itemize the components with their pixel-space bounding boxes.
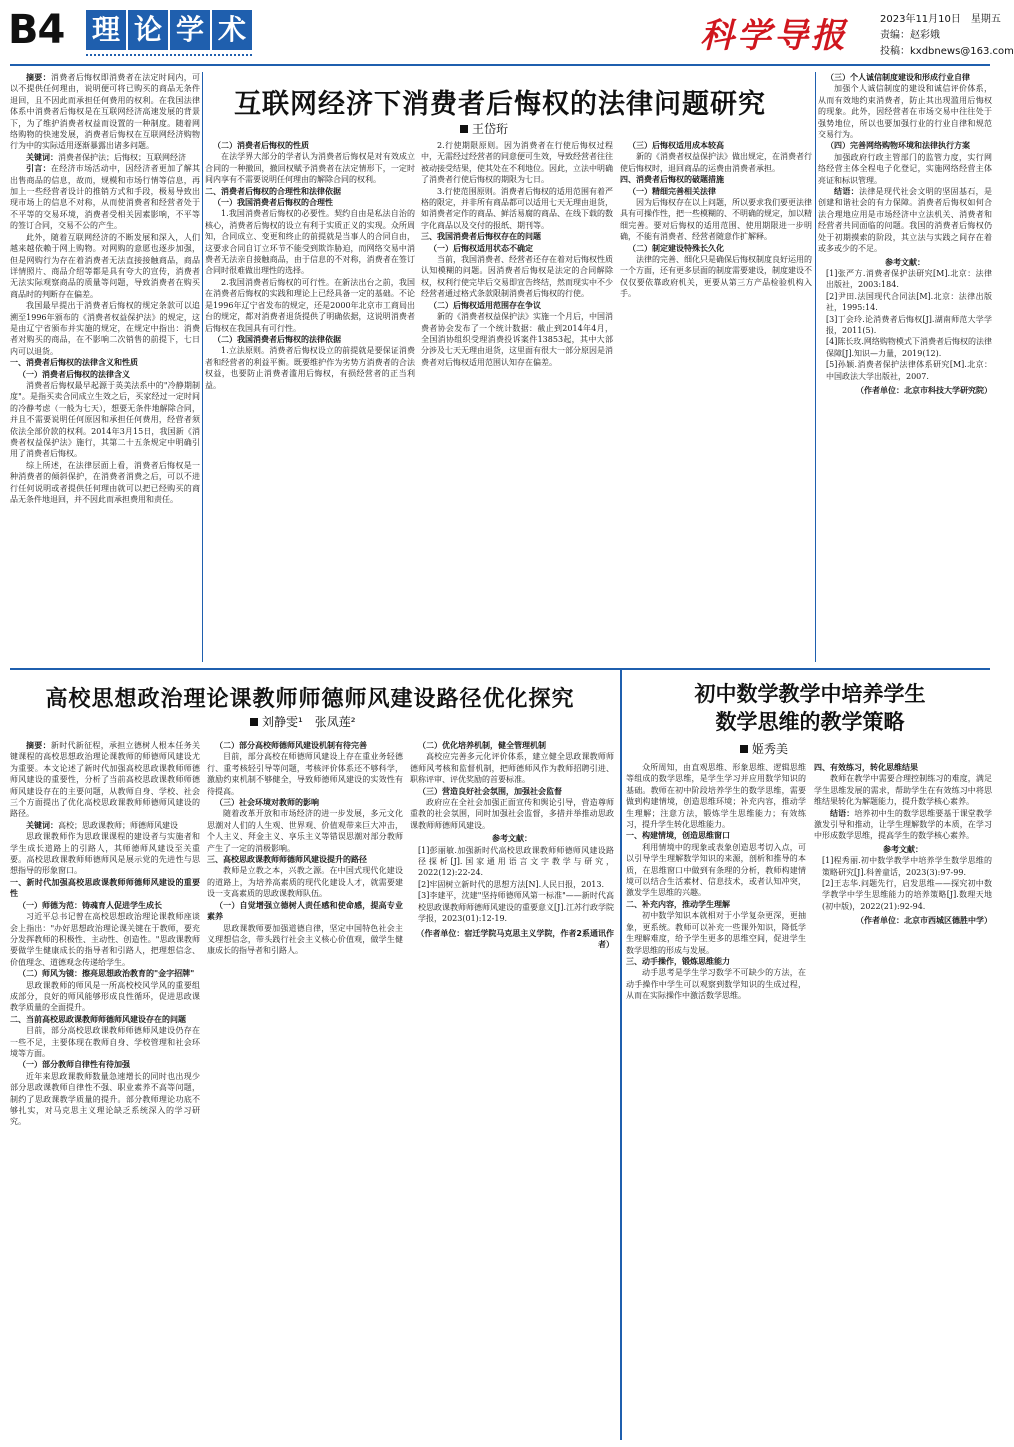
article-divider-vertical — [620, 670, 622, 1440]
article-1-column-3 — [421, 140, 613, 662]
section-heading: 四、消费者后悔权的破题措施 — [620, 175, 724, 185]
references-heading: 参考文献： — [885, 257, 925, 267]
section-title-char: 学 — [170, 10, 210, 50]
subsection-heading: （一）后悔权适用状态不确定 — [429, 243, 533, 253]
issue-meta — [880, 12, 1014, 60]
article-3-title — [630, 680, 990, 736]
reference-item: [3]丁会玲.论消费者后悔权[J].湖南师范大学学报，2011(5). — [826, 314, 992, 335]
subsection-heading: （二）制定建设特殊长久化 — [628, 243, 724, 253]
paragraph: 2.行使期限原则。因为消费者在行使后悔权过程中，无需经过经营者的同意便可生效，导致经营者往往被动接受结果，使其处在不利地位。因此，立法中明确了消费者行使后悔权的期限为七日。 — [421, 141, 613, 185]
article-2-author — [250, 713, 356, 730]
paragraph: 思政课教师要加强道德自律，坚定中国特色社会主义理想信念，带头践行社会主义核心价值观，做学生健康成长的指导者和引路人。 — [207, 923, 403, 956]
article-3-column-1 — [626, 762, 806, 1440]
section-title-char: 论 — [128, 10, 168, 50]
paragraph: 3.行使范围原则。消费者后悔权的适用范围有着严格的限定，并非所有商品都可以适用七天无理由退货，如消费者定作的商品、鲜活易腐的商品、在线下载的数字化商品以及交付的报纸、期刊等。 — [421, 186, 613, 230]
paragraph: 习近平总书记曾在高校思想政治理论课教师座谈会上指出："办好思想政治理论课关键在于教师，要充分发挥教师的积极性、主动性、创造性。"思政课教师要做学生健康成长的指导者和引路人，把理想信念、价值理念、道德观念传递给学生。 — [10, 912, 200, 967]
reference-item: [3]李建平，沈建"坚持师德师风第一标准"——新时代高校思政课教师师德师风建设的重要意义[J].江苏行政学院学报，2023(01):12-19. — [418, 891, 614, 924]
paragraph: 加强政府行政主管部门的监管力度，实行网络经营主体全程电子化登记，实施网络经营主体亮证和标识管理。 — [818, 152, 992, 185]
reference-item: [5]孙颖.消费者保护法律体系研究[M].北京：中国政法大学出版社，2007. — [826, 360, 992, 381]
subsection-heading: （一）部分教师自律性有待加强 — [18, 1060, 130, 1070]
references-heading: 参考文献： — [883, 844, 923, 854]
article-3-title-line: 数学思维的教学策略 — [715, 710, 905, 734]
subsection-heading: （四）完善网络购物环境和法律执行方案 — [826, 141, 970, 151]
page-number: B4 — [8, 7, 65, 53]
issue-date: 2023年11月10日 星期五 — [880, 14, 1001, 25]
subsection-heading: （三）社会环境对教师的影响 — [215, 798, 319, 808]
section-heading: 三、我国消费者后悔权存在的问题 — [421, 232, 541, 242]
subsection-heading: （二）我国消费者后悔权的法律依据 — [213, 334, 341, 344]
paragraph: 思政课教师的师风是一所高校校风学风的重要组成部分，良好的师风能够形成良性循环，促进思政课教学质量的全面提升。 — [10, 980, 200, 1013]
paragraph: 在法学界大部分的学者认为消费者后悔权是对有效成立合同的一种撤回，撤回权赋予消费者在法定情形下，一定时间内享有不需要说明任何理由的解除合同的权利。 — [205, 152, 415, 185]
subsection-heading: （一）精细完善相关法律 — [628, 186, 716, 196]
author-affiliation: （作者单位：北京市西城区德胜中学） — [856, 916, 992, 926]
reference-item: [1]彭丽敏.加强新时代高校思政课教师师德师风建设路径探析[J].国家通用语言文字教学与研究，2022(12):22-24. — [418, 845, 614, 878]
reference-item: [1]张严方.消费者保护法研究[M].北京：法律出版社，2003:184. — [826, 268, 992, 290]
paragraph: 教师在教学中需要合理控制练习的难度，满足学生思维发展的需求，帮助学生在有效练习中将思维结果转化为解题能力，提升数学核心素养。 — [814, 774, 992, 807]
paragraph: 新的《消费者权益保护法》做出规定，在消费者行使后悔权时，退回商品的运费由消费者承担。 — [620, 152, 812, 173]
paragraph: 2.我国消费者后悔权的可行性。在新法出台之前，我国在消费者后悔权的实践和理论上已经具备一定的基础。不论是1996年辽宁省发布的规定，还是2000年北京市工商局出台的规定，都对消费者退货提供了明确依据，这说明消费者后悔权在我国具有可行性。 — [205, 277, 415, 333]
reference-item: [4]陈长玫.网络购物模式下消费者后悔权的法律保障[J].知识—力量，2019(12). — [826, 337, 992, 358]
paragraph: 随着改革开放和市场经济的进一步发展，多元文化思潮对人们的人生观、世界观、价值观带来巨大冲击，个人主义、拜金主义、享乐主义等错误思潮对部分教师产生了一定的消极影响。 — [207, 809, 403, 853]
paragraph: 思政课教师作为思政课课程的建设者与实施者和学生成长道路上的引路人，其师德师风建设至关重要。高校思政课教师师德师风是展示党的先进性与思想指导的形象窗口。 — [10, 832, 200, 876]
paragraph: 目前，部分高校在师德师风建设上存在重业务轻德行、重考核轻引导等问题，考核评价体系还不够科学，激励约束机制不够健全，导致师德师风建设的实效性有待提高。 — [207, 752, 403, 796]
column-divider — [202, 72, 203, 662]
section-dotted-rule — [86, 54, 252, 56]
conclusion: 结语：法律是现代社会文明的坚固基石，是创建和谐社会的有力保障。消费者后悔权如何合法合理地应用是市场经济中立法机关、消费者和经营者共同面临的问题。我国的消费者后悔权仍处于初期摸索的阶段，其立法与实践之间存在着或多或少的不足。 — [818, 186, 992, 254]
section-title-char: 术 — [212, 10, 252, 50]
newspaper-masthead: 科学导报 — [700, 16, 848, 56]
section-heading: 二、补充内容，推动学生理解 — [626, 899, 730, 909]
paragraph: 综上所述，在法律层面上看，消费者后悔权是一种消费者的倾斜保护，在消费者消费之后，可以不进行任何说明或者提供任何理由就可以把已经购买的商品无条件地退回，并不因此而承担费用和责任。 — [10, 460, 200, 505]
subsection-heading: （二）部分高校师德师风建设机制有待完善 — [215, 741, 367, 750]
article-3-column-2 — [814, 762, 992, 1440]
reference-item: [2]尹田.法国现代合同法[M].北京：法律出版社，1995:14. — [826, 291, 992, 313]
author-square-icon — [740, 745, 748, 753]
header-rule — [10, 64, 990, 66]
references-heading: 参考文献： — [492, 834, 532, 844]
paragraph: 1.我国消费者后悔权的必要性。契约自由是私法自治的核心，消费者后悔权的设立有利于实质正义的实现。众所周知，合同成立、变更和终止的前提就是当事人的合同自由，这要求合同自订立环节不能受到欺诈胁迫，而网络交易中消费者无法亲自接触商品，由于信息的不对称，消费者在签订合同时很难做出理性的选择。 — [205, 209, 415, 276]
article-2-title: 高校思想政治理论课教师师德师风建设路径优化探究 — [45, 687, 575, 712]
paragraph: 众所周知，由直观思维、形象思维、逻辑思维等组成的数学思维，是学生学习并应用数学知识的基础。教师在初中阶段培养学生的数学思维，需要做到构建情境，创造思维环境；补充内容，推动学生理解；注意方法，锻炼学生思维能力；有效练习，提升学生转化思维能力。 — [626, 763, 806, 830]
reference-item: [2]牢固树立新时代的思想方法[N].人民日报，2013. — [418, 879, 605, 889]
paragraph: 法律的完善、细化只是确保后悔权制度良好运用的一个方面，还有更多层面的制度需要建设，制度建设不仅仅要依靠政府机关，更要从第三方产品检验机构入手。 — [620, 255, 812, 299]
paragraph: 加强个人诚信制度的建设和诚信评价体系，从而有效地约束消费者，防止其出现滥用后悔权的现象。此外，因经营者在市场交易中往往处于强势地位，所以也要加强行业的行业自律和规范交易行为。 — [818, 84, 992, 140]
section-heading: 二、当前高校思政课教师师德师风建设存在的问题 — [10, 1014, 186, 1024]
keywords: 关键词：消费者保护法；后悔权；互联网经济 — [26, 152, 186, 162]
section-heading: 二、消费者后悔权的合理性和法律依据 — [205, 186, 341, 196]
article-1-author — [460, 120, 508, 137]
paragraph: 新的《消费者权益保护法》实施一个月后，中国消费者协会发布了一个统计数据：截止到2014年4月，全国消协组织受理消费投诉案件13853起，其中大部分涉及七天无理由退货，这里面有很大一部分原因是消费者对后悔权适用范围认知存在偏差。 — [421, 312, 613, 367]
subsection-heading: （三）后悔权适用成本较高 — [628, 141, 724, 150]
subsection-heading: （一）自觉增强立德树人责任感和使命感，提高专业素养 — [207, 900, 403, 922]
paragraph: 政府应在全社会加强正面宣传和舆论引导，营造尊师重教的社会氛围，同时加强社会监督，多措并举推动思政课教师师德师风建设。 — [410, 798, 614, 830]
article-2-column-3 — [410, 740, 614, 1440]
article-1-column-1 — [10, 72, 200, 662]
author-square-icon — [460, 125, 468, 133]
section-title-char: 理 — [86, 10, 126, 50]
paragraph: 近年来思政课教师数量急速增长的同时也出现少部分思政课教师自律性不强、职业素养不高等问题，制约了思政课教学质量的提升。部分教师理论功底不够扎实，对马克思主义理论缺乏系统深入的学习研究。 — [10, 1071, 200, 1127]
reference-item: [1]程秀丽.初中数学教学中培养学生数学思维的策略研究[J].科普童话，2023(3):97-99. — [822, 856, 992, 877]
article-2-column-2 — [207, 740, 403, 1440]
conclusion: 结语：培养初中生的数学思维要基于课堂教学激发引导和推动，让学生理解数学的本质，在学习中形成数学思维，提高学生的数学核心素养。 — [814, 807, 993, 841]
article-1-column-2 — [205, 140, 415, 662]
subsection-heading: （三）营造良好社会氛围，加强社会监督 — [418, 786, 562, 796]
paragraph: 此外，随着互联网经济的不断发展和深入，人们越来越依赖于网上购物。对网购的意愿也逐步加强，但是网购行为存在着消费者无法直接接触商品，商品详情照片、商品介绍等都是具有夸大的宣传，消费者无法实际观察商品的质量等问题，导致消费者在购买商品时的判断存在偏差。 — [10, 232, 200, 299]
keywords: 关键词：高校；思政课教师；师德师风建设 — [26, 820, 178, 830]
paragraph: 动手思考是学生学习数学不可缺少的方法，在动手操作中学生可以观察到数学知识的生成过程，从而在实际操作中激活数学思维。 — [626, 968, 806, 1001]
section-heading: 一、消费者后悔权的法律含义和性质 — [10, 358, 138, 368]
page-header — [0, 0, 1014, 64]
article-3-title-line: 初中数学教学中培养学生 — [694, 682, 926, 706]
author-affiliation: （作者单位：宿迁学院马克思主义学院，作者2系通讯作者） — [416, 928, 614, 949]
paragraph: 高校应完善多元化评价体系，建立健全思政课教师师德师风考核和监督机制，把师德师风作为教师招聘引进、职称评审、评优奖励的首要标准。 — [410, 752, 614, 785]
article-1-column-5 — [818, 72, 992, 662]
author-name: 王岱珩 — [472, 122, 509, 136]
subsection-heading: （二）优化培养机制，健全管理机制 — [418, 741, 546, 750]
section-heading: 四、有效练习，转化思维结果 — [814, 763, 918, 772]
reference-item: [2]王志华.问题先行，启发思维——探究初中数学教学中学生思维能力的培养策略[J].数理天地(初中版)，2022(21):92-94. — [822, 879, 992, 911]
subsection-heading: （三）个人诚信制度建设和形成行业自律 — [826, 73, 970, 82]
subsection-heading: （二）后悔权适用范围存在争议 — [429, 300, 541, 310]
article-divider — [10, 668, 990, 670]
paragraph: 因为后悔权存在以上问题，所以要求我们要更法律具有可操作性，把一些模糊的、不明确的规定，加以精细完善。要对后悔权的适用范围、使用期限进一步明确，不能有消费者、经营者随意作扩解释。 — [620, 198, 812, 242]
section-heading: 一、新时代加强高校思政课教师师德师风建设的重要性 — [10, 877, 200, 899]
subsection-heading: （一）师德为范：铸魂育人促进学生成长 — [18, 900, 162, 910]
issue-email: 投稿：kxdbnews@163.com — [880, 46, 1014, 57]
paragraph: 初中数学知识本就相对于小学复杂更深，更抽象，更系统。教师可以补充一些课外知识，降低学生理解难度，给予学生更多的思维空间，促进学生数学思维的形成与发展。 — [626, 911, 806, 955]
article-1-column-4 — [620, 140, 812, 662]
article-1-title: 互联网经济下消费者后悔权的法律问题研究 — [234, 89, 766, 120]
author-name: 姬秀美 — [752, 742, 789, 756]
paragraph: 我国最早提出于消费者后悔权的规定条款可以追溯至1996年颁布的《消费者权益保护法》的规定，这是由辽宁省颁布并实施的规定，在规定中指出：消费者对购买的商品，在不影响二次销售的前提下，七日内可以退货。 — [10, 301, 200, 356]
section-heading: 三、高校思政课教师师德师风建设提升的路径 — [207, 855, 367, 865]
abstract: 摘要：消费者后悔权即消费者在法定时间内，可以不提供任何理由，说明便可将已购买的商品无条件退回，且不因此而承担任何费用的权利。在我国法律体系中消费者后悔权是在互联网经济高速发展的背景下，为了维护消费者权益而设置的一种制度。随着网络购物的快速发展，消费者后悔权在互联网经济购物行为中的实际适用逐渐暴露出诸多问题。 — [10, 73, 201, 151]
subsection-heading: （二）师风为镜：擦亮思想政治教育的"金字招牌" — [18, 969, 195, 979]
paragraph: 消费者后悔权最早起源于英美法系中的"冷静期制度"。是指买卖合同成立生效之后，买家经过一定时间的冷静考虑（一般为七天），想要无条件地解除合同，并且不需要说明任何原因和承担任何费用，经营者须依法全部价款的权利。2014年3月15日，我国新《消费者权益保护法》施行，其第二十五条规定中明确引用了消费者后悔权。 — [10, 380, 200, 459]
abstract: 摘要：新时代新征程，承担立德树人根本任务关键课程的高校思想政治理论课教师的师德师风建设尤为重要。本文论述了新时代加强高校思政课教师师德师风建设的重要性，分析了当前高校思政课教师师德师风建设存在的主要问题，从教师自身、学校、社会三个方面提出了优化高校思政课教师师德师风建设的路径。 — [10, 741, 201, 819]
section-heading: 一、构建情境，创造思维窗口 — [626, 831, 730, 841]
column-divider — [815, 72, 816, 662]
paragraph: 目前，部分高校思政课教师师德师风建设仍存在一些不足，主要体现在教师自身、学校管理和社会环境等方面。 — [10, 1026, 200, 1058]
issue-editor: 责编：赵彩娥 — [880, 30, 940, 41]
author-affiliation: （作者单位：北京市科技大学研究院） — [856, 385, 992, 395]
author-square-icon — [250, 718, 258, 726]
section-heading: 三、动手操作，锻炼思维能力 — [626, 956, 730, 966]
paragraph: 1.立法原则。消费者后悔权设立的前提就是要保证消费者和经营者的利益平衡。既要维护作为劣势方消费者的合法权益，也要防止消费者滥用后悔权，有损经营者的正当利益。 — [205, 346, 415, 390]
subsection-heading: （二）消费者后悔权的性质 — [213, 141, 309, 150]
article-3-author — [740, 740, 788, 757]
subsection-heading: （一）我国消费者后悔权的合理性 — [213, 198, 333, 208]
subsection-heading: （一）消费者后悔权的法律含义 — [18, 369, 130, 379]
intro: 引言：在经济市场活动中，因经济者更加了解其出售商品的信息，故而，规模和市场行情等信息，再加上一些经营者设计的推销方式和手段，极易导致出现市场上的信息不对称，从而使消费者和经营者处于不平等的交易环境，消费者受相关因素影响，不平等的签订合同，交易不公的产生。 — [10, 163, 201, 231]
article-2-column-1 — [10, 740, 200, 1440]
paragraph: 当前，我国消费者、经营者还存在着对后悔权性质认知模糊的问题。因消费者后悔权是法定的合同解除权，权利行使完毕后交易即宣告终结，然而现实中不少经营者通过格式条款限制消费者后悔权的行使。 — [421, 255, 613, 299]
paragraph: 教师是立教之本，兴教之源。在中国式现代化建设的道路上，为培养高素质的现代化建设人才，就需要建设一支高素质的思政课教师队伍。 — [207, 866, 403, 899]
author-name: 刘静雯¹ 张凤莲² — [262, 715, 356, 729]
paragraph: 利用情境中的现象或表象创造思考切入点，可以引导学生理解数学知识的来源，剖析和推导的本质，在思维窗口中做到有条理的分析，教师构建情境可以结合生活素材、信息技术，或者认知冲突，激发学生思维的兴趣。 — [626, 842, 806, 898]
